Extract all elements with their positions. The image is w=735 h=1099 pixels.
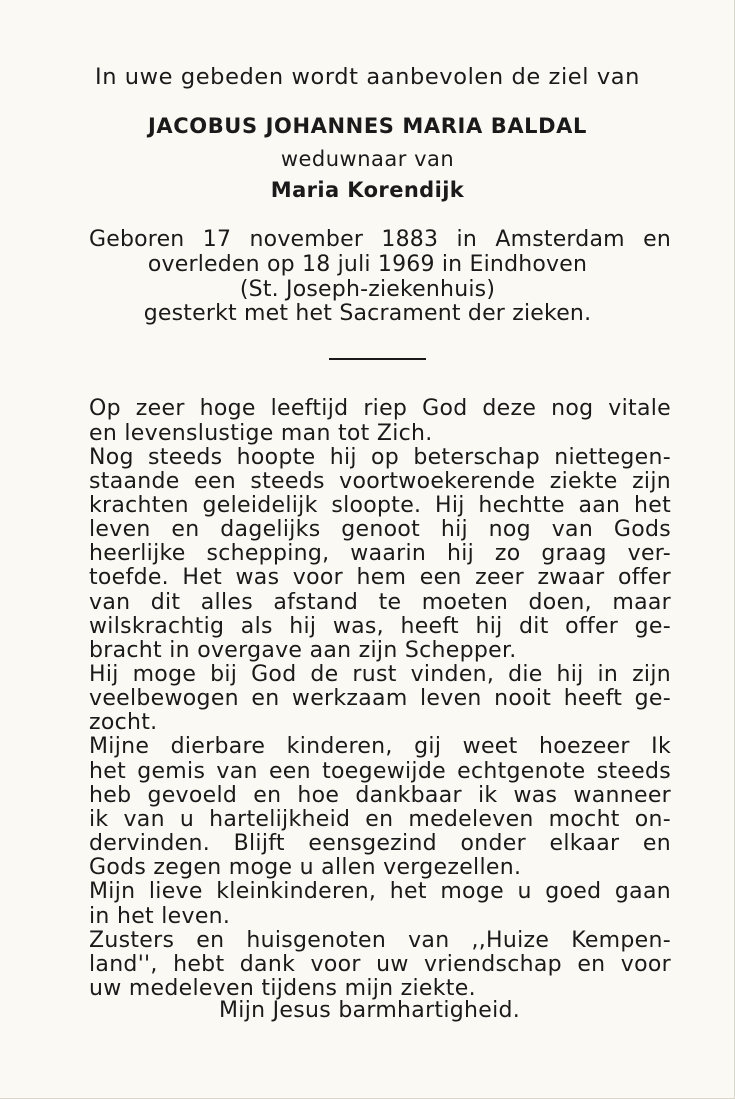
birth-line: Geboren 17 november 1883 in Amsterdam en	[89, 227, 671, 252]
body-line: bracht in overgave aan zijn Schepper.	[89, 638, 517, 663]
deceased-name: JACOBUS JOHANNES MARIA BALDAL	[147, 114, 588, 138]
body-line: en levenslustige man tot Zich.	[89, 421, 433, 446]
closing-prayer: Mijn Jesus barmhartigheid.	[219, 998, 521, 1023]
body-line: veelbewogen en werkzaam leven nooit heeft ge-	[89, 686, 671, 711]
body-line: Zusters en huisgenoten van ,,Huize Kempen-	[89, 928, 671, 953]
body-line: heerlijke schepping, waarin hij zo graag ver-	[89, 541, 671, 566]
body-line: Hij moge bij God de rust vinden, die hij in zijn	[89, 662, 671, 687]
body-line: van dit alles afstand te moeten doen, maar	[89, 590, 671, 615]
body-line: staande een steeds voortwoekerende ziekte zijn	[89, 469, 671, 494]
body-line: in het leven.	[89, 904, 231, 929]
body-line: leven en dagelijks genoot hij nog van Gods	[89, 517, 671, 542]
body-line: Gods zegen moge u allen vergezellen.	[89, 855, 522, 880]
body-line: Mijne dierbare kinderen, gij weet hoezeer Ik	[89, 734, 671, 759]
sacrament-line: gesterkt met het Sacrament der zieken.	[143, 301, 592, 326]
body-line: land'', hebt dank voor uw vriendschap en voor	[89, 952, 671, 977]
body-line: ik van u hartelijkheid en medeleven mocht on-	[89, 807, 671, 832]
intro-line: In uwe gebeden wordt aanbevolen de ziel van	[94, 64, 641, 90]
body-line: krachten geleidelijk sloopte. Hij hechtte aan het	[89, 493, 671, 518]
divider-rule	[329, 358, 426, 360]
body-line: uw medeleven tijdens mijn ziekte.	[89, 976, 476, 1001]
body-line: dervinden. Blijft eensgezind onder elkaar en	[89, 831, 671, 856]
widower-of-line: weduwnaar van	[280, 147, 455, 171]
death-line: overleden op 18 juli 1969 in Eindhoven	[147, 252, 588, 277]
body-line: heb gevoeld en hoe dankbaar ik was wanneer	[89, 783, 671, 808]
body-line: Op zeer hoge leeftijd riep God deze nog vitale	[89, 396, 671, 421]
body-line: toefde. Het was voor hem een zeer zwaar offer	[89, 565, 671, 590]
body-line: Nog steeds hoopte hij op beterschap niettegen-	[89, 445, 671, 470]
body-line: wilskrachtig als hij was, heeft hij dit offer ge-	[89, 614, 671, 639]
body-line: zocht.	[89, 710, 158, 735]
body-line: Mijn lieve kleinkinderen, het moge u goed gaan	[89, 879, 671, 904]
hospital-line: (St. Joseph-ziekenhuis)	[239, 277, 496, 302]
body-line: het gemis van een toegewijde echtgenote steeds	[89, 759, 671, 784]
spouse-name: Maria Korendijk	[270, 178, 465, 202]
